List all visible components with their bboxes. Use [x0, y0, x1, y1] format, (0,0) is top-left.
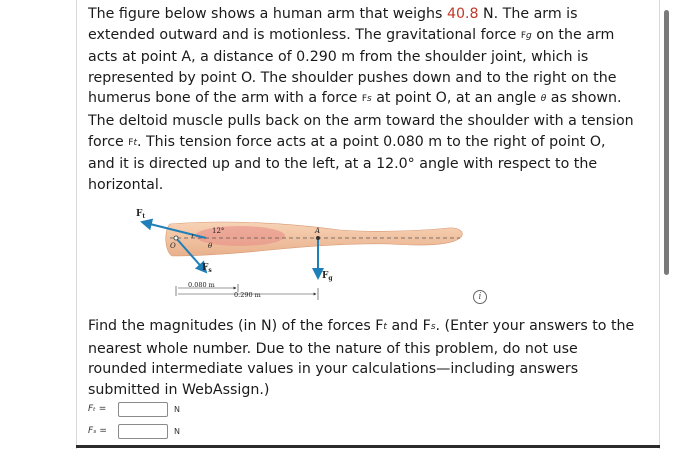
answer-row-ft [88, 399, 180, 419]
fs-answer-input[interactable] [118, 424, 168, 439]
ft-unit-label: N [174, 404, 180, 414]
question-line: submitted in WebAssign.) [88, 381, 270, 398]
problem-line: horizontal. [88, 176, 164, 193]
problem-line: and it is directed up and to the left, at a 12.0° angle with respect to the [88, 156, 598, 173]
problem-statement [88, 4, 650, 195]
problem-line: force Ft. This tension force acts at a point 0.080 m to the right of point O, [88, 133, 606, 150]
bottom-divider [76, 445, 660, 448]
ft-answer-input[interactable] [118, 402, 168, 417]
problem-line: represented by point O. The shoulder pushes down and to the right on the [88, 69, 617, 86]
arm-figure [130, 200, 470, 308]
problem-line: The deltoid muscle pulls back on the arm toward the shoulder with a tension [88, 112, 634, 129]
scrollbar[interactable] [664, 10, 669, 275]
question-line: rounded intermediate values in your calculations—including answers [88, 361, 579, 378]
fs-label: $F_s$ [202, 263, 212, 274]
distance-0080-label: 0.080 m [188, 281, 215, 289]
problem-line: The figure below shows a human arm that weighs 40.8 N. The arm is [88, 6, 578, 22]
angle-12-label: 12° [212, 227, 225, 235]
question-text [88, 316, 650, 400]
weight-value: 40.8 [446, 6, 479, 22]
distance-0290-label: 0.290 m [234, 291, 261, 299]
answer-row-fs [88, 421, 180, 441]
problem-line: acts at point A, a distance of 0.290 m from the shoulder joint, which is [88, 49, 589, 66]
question-line: nearest whole number. Due to the nature of this problem, do not use [88, 340, 578, 357]
o-label: O [170, 242, 176, 250]
fs-answer-label: Fₛ = [88, 426, 107, 436]
problem-line: extended outward and is motionless. The gravitational force Fg on the arm [88, 26, 615, 43]
point-o [174, 236, 178, 240]
problem-line: humerus bone of the arm with a force Fs at point O, at an angle θ as shown. [88, 90, 622, 107]
ft-label: $F_t$ [136, 209, 146, 220]
fg-label: $F_g$ [322, 271, 333, 282]
a-label: A [315, 227, 321, 235]
angle-theta-label: θ [208, 242, 213, 250]
info-icon[interactable]: i [473, 290, 487, 304]
fs-unit-label: N [174, 426, 180, 436]
question-line: Find the magnitudes (in N) of the forces Ft and Fs. (Enter your answers to the [88, 318, 635, 334]
point-a [316, 236, 320, 240]
ft-answer-label: Fₜ = [88, 404, 107, 414]
